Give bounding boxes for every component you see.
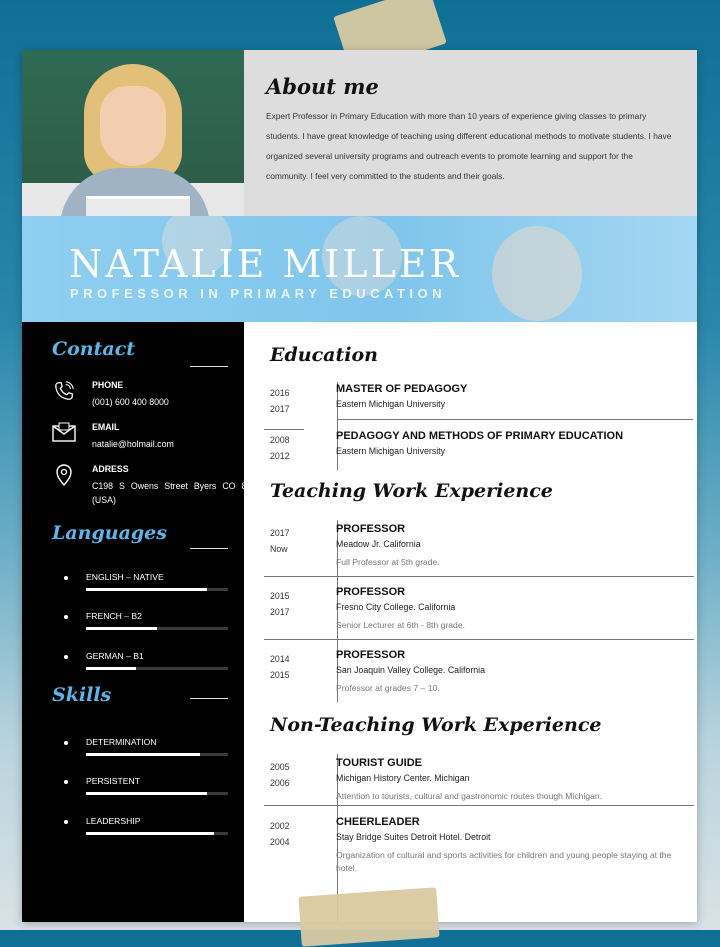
- entry-title: MASTER OF PEDAGOGY: [336, 383, 468, 395]
- language-label: FRENCH – B2: [86, 611, 142, 621]
- entry-start-year: 2016: [270, 388, 290, 398]
- entry-divider: [264, 805, 694, 806]
- language-label: GERMAN – B1: [86, 651, 144, 661]
- about-section: [244, 50, 697, 216]
- language-level-bar: [86, 588, 228, 591]
- entry-organization: Eastern Michigan University: [336, 399, 446, 409]
- skills-heading: Skills: [52, 684, 112, 706]
- envelope-icon: [52, 422, 76, 444]
- entry-organization: Fresno City College. California: [336, 602, 456, 612]
- tape-bottom: [298, 887, 439, 947]
- contact-heading: Contact: [52, 338, 136, 360]
- entry-organization: San Joaquin Valley College. California: [336, 665, 485, 675]
- skill-label: PERSISTENT: [86, 776, 140, 786]
- phone-label: PHONE: [92, 380, 124, 390]
- phone-icon: [52, 380, 76, 402]
- teaching-heading: Teaching Work Experience: [270, 480, 553, 502]
- entry-title: PEDAGOGY AND METHODS OF PRIMARY EDUCATION: [336, 430, 624, 442]
- location-pin-icon: [52, 464, 76, 486]
- language-level-bar: [86, 667, 228, 670]
- phone-value: (001) 600 400 8000: [92, 397, 169, 407]
- entry-start-year: 2002: [270, 821, 290, 831]
- email-label: EMAIL: [92, 422, 120, 432]
- person-title: PROFESSOR IN PRIMARY EDUCATION: [70, 286, 447, 301]
- entry-description: Organization of cultural and sports activities for children and young people staying at the hotel.: [336, 850, 672, 873]
- main-content: [244, 322, 697, 922]
- sidebar: [22, 322, 266, 922]
- language-label: ENGLISH – NATIVE: [86, 572, 164, 582]
- entry-end-year: Now: [270, 544, 288, 554]
- address-label: ADRESS: [92, 464, 129, 474]
- skill-label: DETERMINATION: [86, 737, 157, 747]
- entry-organization: Stay Bridge Suites Detroit Hotel. Detroit: [336, 832, 491, 842]
- resume-page: [22, 50, 697, 922]
- entry-end-year: 2015: [270, 670, 290, 680]
- skill-level-bar: [86, 753, 228, 756]
- entry-end-year: 2017: [270, 404, 290, 414]
- entry-divider: [337, 419, 693, 420]
- entry-description: Professor at grades 7 – 10.: [336, 683, 440, 693]
- entry-description: Attention to tourists, cultural and gastronomic routes though Michigan.: [336, 791, 603, 801]
- entry-organization: Meadow Jr. California: [336, 539, 421, 549]
- language-level-bar: [86, 627, 228, 630]
- entry-title: PROFESSOR: [336, 586, 406, 598]
- contact-rule: [190, 366, 228, 367]
- person-name: NATALIE MILLER: [69, 242, 462, 286]
- nonteaching-heading: Non-Teaching Work Experience: [270, 714, 602, 736]
- email-value: natalie@holmail.com: [92, 439, 174, 449]
- entry-title: PROFESSOR: [336, 649, 406, 661]
- entry-end-year: 2012: [270, 451, 290, 461]
- education-timeline: [337, 382, 338, 470]
- languages-heading: Languages: [52, 522, 167, 544]
- skills-rule: [190, 698, 228, 699]
- entry-organization: Eastern Michigan University: [336, 446, 446, 456]
- entry-end-year: 2006: [270, 778, 290, 788]
- entry-divider: [264, 576, 694, 577]
- profile-photo: [22, 50, 244, 216]
- entry-organization: Michigan History Center. Michigan: [336, 773, 470, 783]
- languages-rule: [190, 548, 228, 549]
- entry-start-year: 2008: [270, 435, 290, 445]
- address-value: C198 S Owens Street Byers CO 80103 (USA): [92, 481, 266, 505]
- entry-description: Senior Lecturer at 6th - 8th grade.: [336, 620, 465, 630]
- entry-end-year: 2017: [270, 607, 290, 617]
- entry-end-year: 2004: [270, 837, 290, 847]
- about-text: Expert Professor in Primary Education with more than 10 years of experience giving classes to primary students. I have great knowledge of teaching using different educational methods to motivate students. I have organized several university programs and outreach events to promote learning and support for the community. I feel very committed to the students and their goals.: [266, 111, 672, 181]
- entry-start-year: 2005: [270, 762, 290, 772]
- skill-level-bar: [86, 832, 228, 835]
- entry-start-year: 2015: [270, 591, 290, 601]
- name-banner: [22, 216, 697, 322]
- entry-divider: [264, 429, 304, 430]
- entry-title: TOURIST GUIDE: [336, 757, 422, 769]
- skill-level-bar: [86, 792, 228, 795]
- entry-title: CHEERLEADER: [336, 816, 420, 828]
- entry-description: Full Professor at 5th grade.: [336, 557, 440, 567]
- entry-start-year: 2014: [270, 654, 290, 664]
- entry-start-year: 2017: [270, 528, 290, 538]
- entry-divider: [264, 639, 694, 640]
- about-heading: About me: [266, 74, 379, 99]
- entry-title: PROFESSOR: [336, 523, 406, 535]
- skill-label: LEADERSHIP: [86, 816, 141, 826]
- education-heading: Education: [270, 344, 378, 366]
